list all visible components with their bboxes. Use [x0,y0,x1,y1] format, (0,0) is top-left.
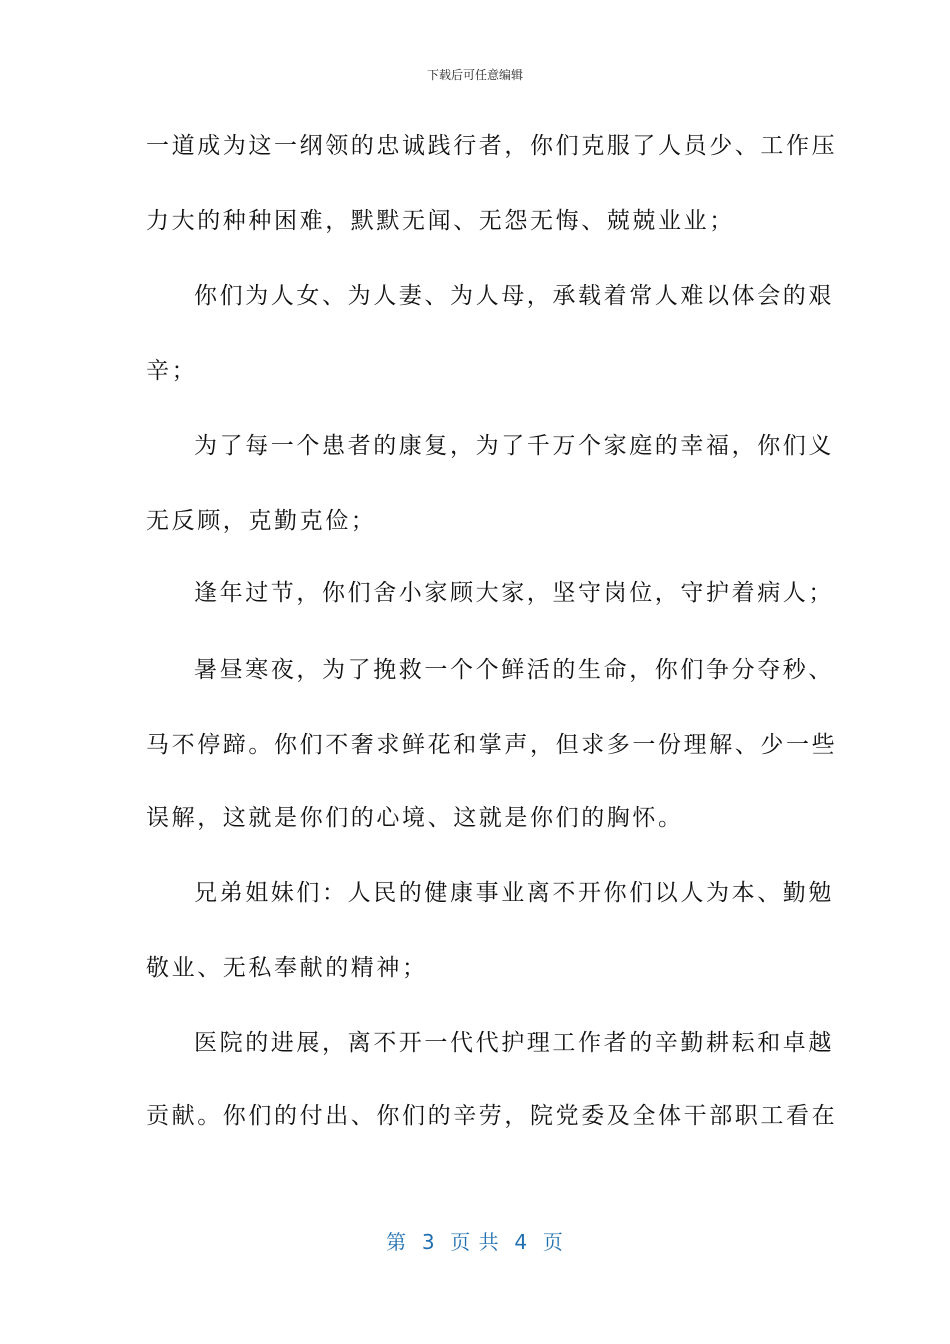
body-line: 力大的种种困难，默默无闻、无怨无悔、兢兢业业； [146,208,735,234]
body-line: 逢年过节，你们舍小家顾大家，坚守岗位，守护着病人； [194,580,834,606]
body-line: 无反顾，克勤克俭； [146,508,377,534]
body-line: 暑昼寒夜，为了挽救一个个鲜活的生命，你们争分夺秒、 [194,657,834,683]
body-line: 为了每一个患者的康复，为了千万个家庭的幸福，你们义 [194,433,834,459]
body-line: 马不停蹄。你们不奢求鲜花和掌声，但求多一份理解、少一些 [146,732,838,758]
body-line: 兄弟姐妹们：人民的健康事业离不开你们以人为本、勤勉 [194,880,834,906]
body-line: 辛； [146,358,198,384]
page-header: 下载后可任意编辑 [426,68,523,82]
body-line: 医院的进展，离不开一代代护理工作者的辛勤耕耘和卓越 [194,1030,834,1056]
body-line: 你们为人女、为人妻、为人母，承载着常人难以体会的艰 [194,283,834,309]
page-number-footer: 第 3 页 共 4 页 [386,1230,564,1254]
body-line: 贡献。你们的付出、你们的辛劳，院党委及全体干部职工看在 [146,1103,838,1129]
body-line: 误解，这就是你们的心境、这就是你们的胸怀。 [146,805,684,831]
body-line: 敬业、无私奉献的精神； [146,955,428,981]
body-line: 一道成为这一纲领的忠诚践行者，你们克服了人员少、工作压 [146,133,838,159]
